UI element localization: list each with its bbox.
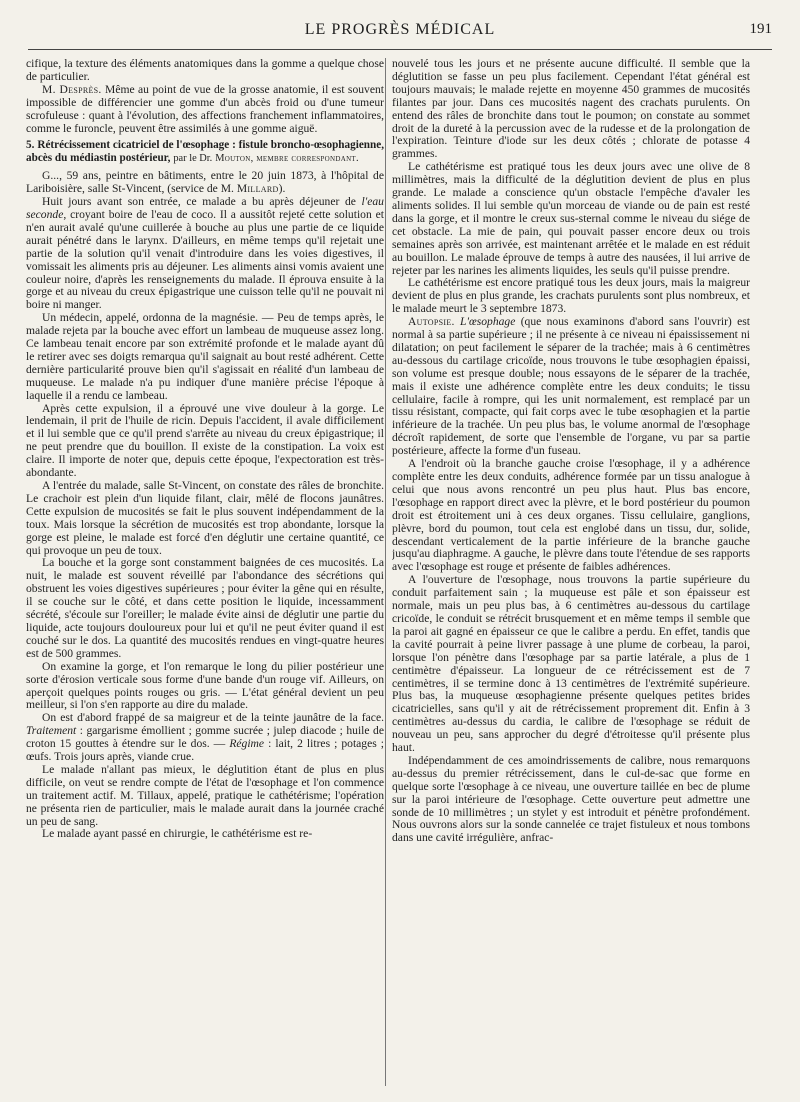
paragraph: [392, 316, 750, 458]
paragraph: Un médecin, appelé, ordonna de la magnésie. — Peu de temps après, le malade rejeta par la bouche avec effort un lambeau de muqueuse assez long. Ce lambeau tenait encore par son extrémité profonde et le malade ayant dû le retirer avec ses doigts remarqua qu'il saignait au bout resté adhérent. Cette dernière particularité prouve bien qu'il s'agissait en réalité d'un lambeau de muqueuse. Le malade n'a pu indiquer d'une manière précise l'époque à laquelle il a rendu ce lambeau.: [26, 311, 384, 402]
paragraph-text: ).: [278, 182, 286, 196]
emphasis: l'eau seconde: [26, 195, 384, 221]
paragraph: [26, 196, 384, 312]
paragraph-text: Huit jours avant son entrée, ce malade a bu après déjeuner de: [42, 195, 356, 209]
paragraph: A l'ouverture de l'œsophage, nous trouvons la partie supérieure du conduit parfaitement sain ; la muqueuse est pâle et son épaisseur est normale, mais un peu plus bas, à 6 centimètres au-dessous du cartilage cricoïde, le conduit se rétrécit brusquement et en même temps il semble que la paroi ait gagné en épaisseur ce que le calibre a perdu. En effet, tandis que la cavité pourrait à peine livrer passage à une plume de corbeau, la paroi, lorsque l'on pénètre dans l'œsophage par sa partie latérale, a plus de 1 centimètre d'épaisseur. La longueur de ce rétrécissement est de 7 centimètres, il se termine donc à 13 centimètres de l'extrémité supérieure. Plus bas, la muqueuse œsophagienne présente quelques petites brides cicatricielles, sans qu'il y ait de rétrécissement proprement dit. Enfin à 3 centimètres au-dessus du cardia, le calibre de l'œsophage se réduit de nouveau un peu, sans approcher du degré d'étroitesse qu'il présente plus haut.: [392, 573, 750, 755]
emphasis: Traitement: [26, 724, 77, 738]
paragraph-text: G..., 59 ans, peintre en bâtiments, entre le 20 juin 1873, à l'hôpital de Lariboisière, salle St-Vincent, (service de M.: [26, 169, 384, 196]
paragraph: [26, 170, 384, 196]
paragraph-text: : lait, 2 litres ; potages ; œufs. Trois jours après, viande crue.: [26, 737, 384, 764]
paragraph: Après cette expulsion, il a éprouvé une vive douleur à la gorge. Le lendemain, il prit de l'huile de ricin. Depuis l'accident, il avale difficilement et il lui semble que ce qu'il prend s'arrête au niveau du creux épigastrique; il ne peut prendre que du bouillon. Il existe de la constipation. La voix est claire. Il importe de noter que, depuis cette époque, l'expectoration est très-abondante.: [26, 401, 384, 480]
left-column: [26, 58, 384, 1086]
emphasis: Régime: [229, 737, 265, 751]
paragraph: [26, 712, 384, 764]
paragraph: [26, 84, 384, 136]
physician-name: Millard: [236, 182, 279, 196]
paragraph: On examine la gorge, et l'on remarque le long du pilier postérieur une sorte d'érosion verticale sous forme d'une bande d'un rouge vif. Ailleurs, on aperçoit quelques points rouges ou gris. — L'état général devient un peu meilleur, si l'on s'en rapporte au dire du malade.: [26, 659, 384, 712]
speaker-name: M. Desprès.: [42, 82, 102, 96]
paragraph: A l'entrée du malade, salle St-Vincent, on constate des râles de bronchite. Le crachoir est plein d'un liquide filant, clair, mêlé de flocons jaunâtres. Cette expulsion de mucosités se fait le plus souvent indépendamment de la toux. Mais lorsque la sécrétion de mucosités est trop abondante, lorsque la gorge est pleine, le malade est forcé d'en déglutir une certaine quantité, ce qui provoque un peu de toux.: [26, 479, 384, 557]
paragraph: nouvelé tous les jours et ne présente aucune difficulté. Il semble que la déglutition se fasse un peu plus facilement. Cependant l'état général est toujours mauvais; le malade rejette en moyenne 450 grammes de mucosités filantes par jour. Dans ces mucosités nagent des crachats purulents. On entend des râles de bronchite dans tout le poumon; on constate au sommet droit de la dureté à la percussion avec de la rudesse et de la prolongation de l'expiration. Teinture d'iode sur les deux côtés ; chlorate de potasse 4 grammes.: [392, 58, 750, 161]
header-rule: [28, 49, 772, 50]
section-title: Rétrécissement cicatriciel de l'œsophage : fistule broncho-œsophagienne, abcès du médiastin postérieur,: [26, 139, 384, 165]
paragraph-text: : gargarisme émollient ; gomme sucrée ; julep diacode ; huile de croton 15 gouttes à étendre sur le dos. —: [26, 724, 384, 751]
paragraph: cifique, la texture des éléments anatomiques dans la gomme a quelque chose de particulier.: [26, 58, 384, 83]
page-number: 191: [749, 21, 772, 37]
section-number: 5.: [26, 139, 35, 152]
paragraph-text: On est d'abord frappé de sa maigreur et de la teinte jaunâtre de la face.: [42, 711, 384, 725]
paragraph: A l'endroit où la branche gauche croise l'œsophage, il y a adhérence complète entre les deux conduits, adhérence formée par un tissu analogue à celui que nous avons rencontré un peu plus haut. Plus bas encore, l'œsophage en rapport direct avec la plèvre, et le bord postérieur du poumon droit est étroitement uni à ces deux organes. Tissu cellulaire, ganglions, plèvre, bord du poumon, tout cela est englobé dans un tissu, dur, solide, descendant verticalement de la partie inférieure de la branche gauche jusqu'au diaphragme. A gauche, le plèvre dans toute l'étendue de ses rapports avec l'œsophage est rouge et présente de faibles adhérences.: [392, 457, 750, 574]
paragraph: Le cathétérisme est pratiqué tous les deux jours avec une olive de 8 millimètres, mais la difficulté de la déglutition devient de plus en plus grande. Le malade a conscience qu'un obstacle l'empêche d'avaler les aliments solides. Il lui semble qu'un morceau de viande ou de pain est resté dans la gorge, et il montre le creux sus-sternal comme le niveau du siége de cet obstacle. La mie de pain, qui pouvait passer encore deux ou trois semaines après son arrivée, est maintenant arrêtée et le malade en est réduit au bouillon. Le malade éprouve de temps à autre des nausées, il lui arrive de rejeter par les narines les aliments liquides, les seuls qu'il puisse prendre.: [392, 160, 750, 277]
paragraph: Le cathétérisme est encore pratiqué tous les deux jours, mais la maigreur devient de plus en plus grande, les crachats purulents sont plus nombreux, et le malade meurt le 3 septembre 1873.: [392, 276, 750, 316]
paragraph: Le malade ayant passé en chirurgie, le cathétérisme est re-: [42, 827, 313, 841]
column-divider: [385, 58, 386, 1086]
journal-title: LE PROGRÈS MÉDICAL: [304, 21, 496, 38]
paragraph: La bouche et la gorge sont constamment baignées de ces mucosités. La nuit, le malade est souvent réveillé par l'abondance des sécrétions qui obstruent les voies digestives supérieures ; pour éviter la gêne qui en résulte, il se couche sur le côté, et dans cette position le liquide, incessamment sécrété, s'écoule sur l'oreiller; le malade évite ainsi de déglutir une partie du liquide, acte toujours douloureux pour lui et qu'il ne peut éviter quand il est couché sur le dos. La quantité des mucosités rendues en vingt-quatre heures est de 500 grammes.: [26, 556, 384, 660]
emphasis: L'œsophage: [460, 315, 516, 329]
running-header: [28, 14, 772, 44]
right-column: [392, 58, 750, 1086]
section-heading: [26, 139, 384, 166]
byline-prefix: par le Dr.: [173, 153, 213, 165]
paragraph: Le malade n'allant pas mieux, le déglutition étant de plus en plus difficile, on veut se rendre compte de l'état de l'œsophage et l'on commence un traitement actif. M. Tillaux, appelé, pratique le cathétérisme; l'opération ne présenta rien de particulier, mais le malade aurait dans la journée craché un peu de sang.: [26, 762, 384, 828]
byline-author: Mouton, membre correspondant.: [215, 153, 359, 165]
paragraph-text: , croyant boire de l'eau de coco. Il a aussitôt rejeté cette solution et n'en aurait avalé qu'une cuillerée à bouche au plus une partie de ce liquide aurait pénétré dans le larynx. D'ailleurs, en même temps qu'il rejetait une partie de la solution qu'il venait d'introduire dans les voies digestives, il vomissait les aliments pris au déjeuner. Les aliments ainsi vomis avaient une couleur noire, d'après les renseignements du malade. Il éprouva ensuite à la gorge et au niveau du creux épigastrique une cuisson telle qu'il ne pouvait ni boire ni manger.: [26, 207, 384, 312]
paragraph-text: (que nous examinons d'abord sans l'ouvrir) est normal à sa partie supérieure ; il ne présente à ce niveau ni épaississement ni dilatation; on peut facilement le séparer de la trachée; mais à 6 centimètres au-dessous du cartilage cricoïde, nous trouvons le tube œsophagien épaissi, son volume est presque double; nous essayons de le séparer de la trachée, mais il existe une adhérence complète entre les deux conduits; le tissu cellulaire, facile à rompre, qui les unit normalement, est remplacé par un tissu résistant, compacte, qui fait corps avec le tube œsophagien et la partie inférieure de la trachée. Un peu plus bas, le volume anormal de l'œsophage décroît rapidement, de sorte que l'ensemble de l'organe, vu par sa partie postérieure, affecte la forme d'un fuseau.: [392, 315, 750, 458]
paragraph: Indépendamment de ces amoindrissements de calibre, nous remarquons au-dessus du premier rétrécissement, dans le cul-de-sac que forme en quelque sorte l'œsophage à ce niveau, une ouverture taillée en bec de plume sur la paroi intérieure de l'œsophage. Cette ouverture peut admettre une sonde de 10 millimètres ; un stylet y est introduit et pénètre profondément. Nous ouvrons alors sur la sonde cannelée ce trajet fistuleux et nous tombons dans une cavité irrégulière, anfrac-: [392, 753, 750, 845]
autopsy-label: Autopsie.: [408, 315, 455, 329]
paragraph-text: Même au point de vue de la grosse anatomie, il est souvent impossible de différencier une gomme d'un abcès froid ou d'une tumeur scrofuleuse : quant à l'évolution, des affections franchement inflammatoires, comme le furoncle, peuvent être assimilés à une gomme aiguë.: [26, 82, 384, 135]
